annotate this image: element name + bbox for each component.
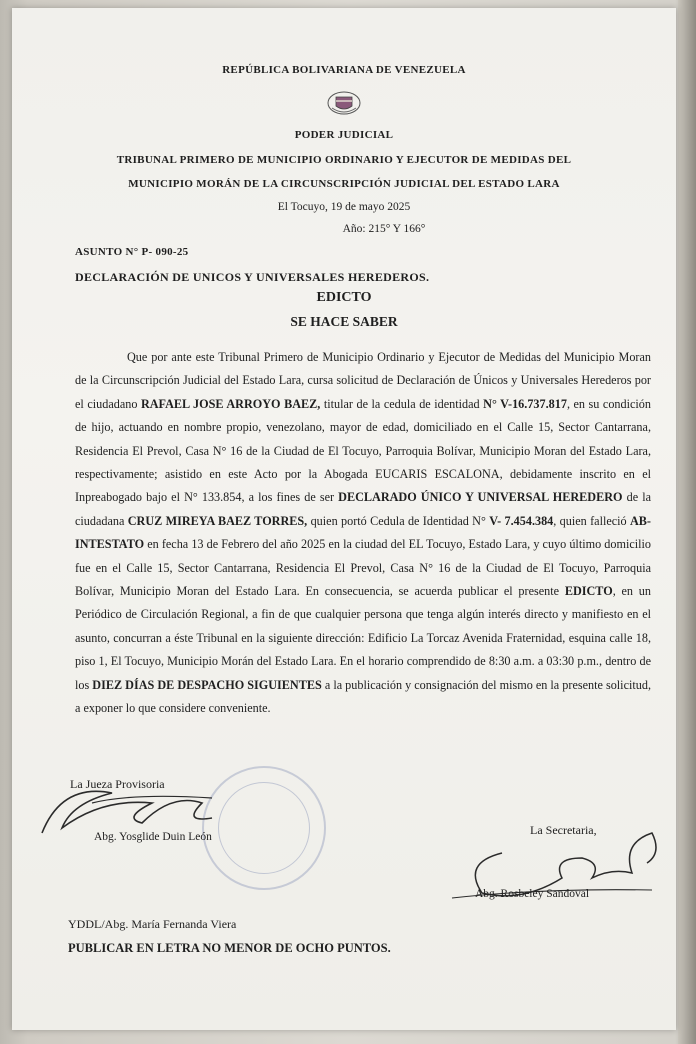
photo-edge <box>678 0 696 1044</box>
tribunal-heading-line2: MUNICIPIO MORÁN DE LA CIRCUNSCRIPCIÓN JUDICIAL DEL ESTADO LARA <box>128 178 560 190</box>
secretary-title: La Secretaria, <box>530 823 597 837</box>
tribunal-heading-line1: TRIBUNAL PRIMERO DE MUNICIPIO ORDINARIO Y EJECUTOR DE MEDIDAS DEL <box>116 154 572 166</box>
applicant-name: RAFAEL JOSE ARROYO BAEZ, <box>140 396 321 411</box>
applicant-id: N° V-16.737.817 <box>483 396 567 411</box>
edict-paragraph <box>75 346 651 721</box>
deceased-name: CRUZ MIREYA BAEZ TORRES, <box>127 513 308 528</box>
republic-heading: REPÚBLICA BOLIVARIANA DE VENEZUELA <box>222 64 466 76</box>
secretary-name: Abg. Rosbeley Sandoval <box>475 888 590 900</box>
intestate-label: AB-INTESTATO <box>75 513 651 552</box>
body-text-6: , quien falleció <box>553 513 630 528</box>
judge-title: La Jueza Provisoria <box>70 777 165 791</box>
body-text-9: a la publicación y consignación del mismo en la presente solicitud, a exponer lo que considere conveniente. <box>75 677 651 716</box>
body-text-7: en fecha 13 de Febrero del año 2025 en la ciudad del EL Tocuyo, Estado Lara, y cuyo último domicilio fue en el Calle 15, Sector Cantarrana, Residencia El Prevol, Casa N° 16 de la Ciudad de El Tocuyo, Parroquia Bolívar, Municipio Moran del Estado Lara. En consecuencia, se acuerda publicar el presente <box>75 537 651 599</box>
asunto-number: ASUNTO N° P- 090-25 <box>75 246 189 258</box>
body-text-3: , en su condición de hijo, actuando en nombre propio, venezolano, mayor de edad, domiciliado en el Calle 15, Sector Cantarrana, Residencia El Prevol, Casa N° 16 de la Ciudad de El Tocuyo, Parroquia Bolívar, Municipio Moran del Estado Lara, respectivamente; asistido en este Acto por la Abogada EUCARIS ESCALONA, debidamente inscrito en el Inpreabogado bajo el N° 133.854, a los fines de ser <box>75 396 651 505</box>
body-text-2: titular de la cedula de identidad <box>320 396 484 411</box>
edict-body <box>75 346 651 721</box>
power-heading: PODER JUDICIAL <box>294 129 394 141</box>
edicto-inline: EDICTO <box>564 584 613 599</box>
deadline-days: DIEZ DÍAS DE DESPACHO SIGUIENTES <box>92 677 322 692</box>
declaration-subject: DECLARACIÓN DE UNICOS Y UNIVERSALES HEREDEROS. <box>75 270 430 284</box>
judge-name: Abg. Yosglide Duin León <box>94 831 212 843</box>
coat-of-arms-icon <box>326 90 362 116</box>
years-line: Año: 215° Y 166° <box>342 223 426 235</box>
body-text-4: de la ciudadana <box>75 490 651 528</box>
initials-line: YDDL/Abg. María Fernanda Viera <box>68 917 237 931</box>
heir-declaration: DECLARADO ÚNICO Y UNIVERSAL HEREDERO <box>338 490 623 505</box>
body-text-1: Que por ante este Tribunal Primero de Municipio Ordinario y Ejecutor de Medidas del Municipio Moran de la Circunscripción Judicial del Estado Lara, cursa solicitud de Declaración de Únicos y Universales Herederos por el ciudadano <box>75 350 651 411</box>
place-date: El Tocuyo, 19 de mayo 2025 <box>277 201 411 213</box>
edicto-title: EDICTO <box>316 290 372 305</box>
se-hace-saber-title: SE HACE SABER <box>290 314 398 329</box>
publish-note: PUBLICAR EN LETRA NO MENOR DE OCHO PUNTOS. <box>68 941 391 955</box>
deceased-id: V- 7.454.384 <box>489 513 554 528</box>
document-page <box>12 8 676 1030</box>
body-text-5: quien portó Cedula de Identidad N° <box>307 513 490 528</box>
body-text-8: , en un Periódico de Circulación Regional, a fin de que cualquier persona que tenga algún interés directo y manifiesto en el asunto, concurran a éste Tribunal en la siguiente dirección: Edificio La Torcaz Avenida Fraternidad, esquina calle 18, piso 1, El Tocuyo, Municipio Morán del Estado Lara. En el horario comprendido de 8:30 a.m. a 03:30 p.m., dentro de los <box>75 584 651 692</box>
